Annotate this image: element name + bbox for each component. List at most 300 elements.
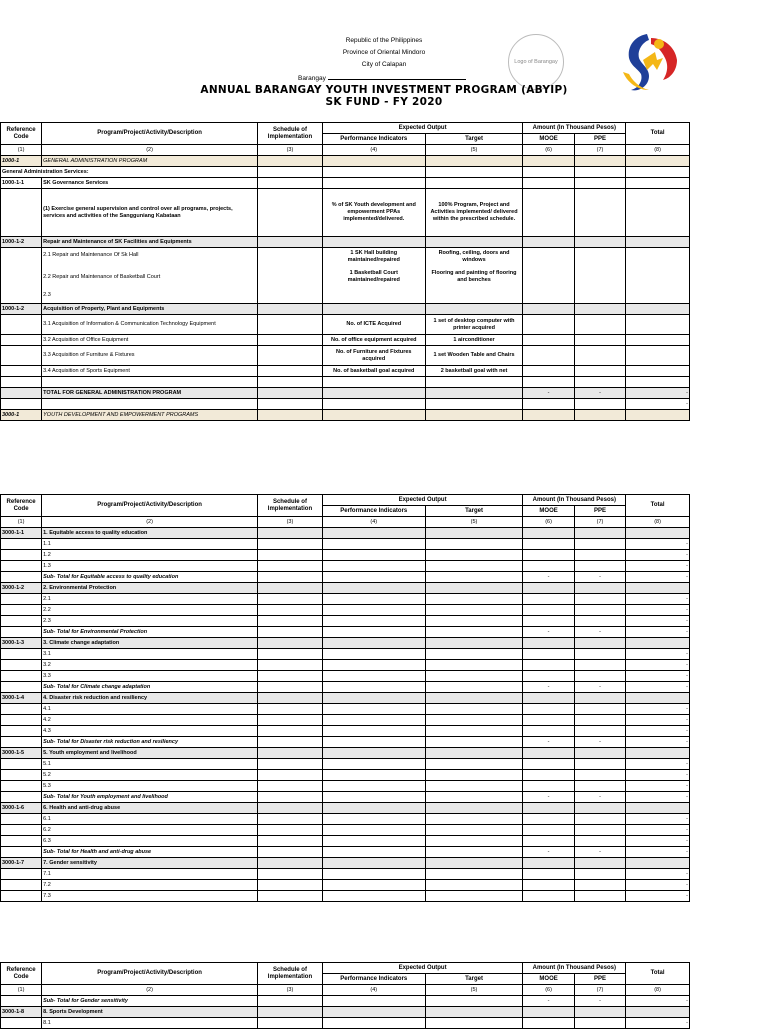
empty-cell	[322, 539, 425, 550]
ref-code: 3000-1	[1, 410, 42, 421]
total-value: -	[626, 770, 690, 781]
empty-cell	[1, 759, 42, 770]
table-row	[1, 660, 690, 671]
table-row	[1, 649, 690, 660]
performance-indicator: 1 Basketball Court maintained/repaired	[347, 270, 400, 283]
empty-cell	[258, 528, 323, 539]
col-reference-code: Reference Code	[1, 495, 42, 517]
col-schedule: Schedule of Implementation	[258, 495, 323, 517]
program-name: Repair and Maintenance of SK Facilities and Equipments	[42, 237, 258, 248]
table-row	[1, 539, 690, 550]
col-num: (6)	[523, 145, 574, 156]
empty-cell	[425, 539, 523, 550]
ppe-value: -	[574, 847, 625, 858]
total-value: -	[626, 715, 690, 726]
table-row	[1, 335, 690, 346]
subtotal-label: Sub- Total for Equitable access to quality education	[42, 572, 258, 583]
column-number-row	[1, 985, 690, 996]
barangay-logo-placeholder	[508, 34, 564, 90]
col-num: (8)	[626, 985, 690, 996]
empty-cell	[574, 781, 625, 792]
empty-cell	[574, 528, 625, 539]
total-value: -	[626, 781, 690, 792]
empty-cell	[523, 715, 574, 726]
col-target: Target	[425, 974, 523, 985]
total-value: -	[626, 660, 690, 671]
table-row	[1, 803, 690, 814]
empty-cell	[322, 814, 425, 825]
total-value: -	[626, 682, 690, 693]
empty-cell	[322, 704, 425, 715]
col-num: (3)	[258, 517, 323, 528]
empty-cell	[523, 759, 574, 770]
col-num: (4)	[322, 517, 425, 528]
ppa-item: 8.1	[42, 1018, 258, 1029]
col-amount: Amount (In Thousand Pesos)	[523, 123, 626, 134]
total-value: -	[626, 880, 690, 891]
mooe-value: -	[523, 996, 574, 1007]
empty-cell	[425, 704, 523, 715]
empty-cell	[322, 748, 425, 759]
empty-cell	[626, 638, 690, 649]
empty-cell	[258, 693, 323, 704]
subtotal-label: Sub- Total for Health and anti-drug abuse	[42, 847, 258, 858]
ppe-value: -	[574, 572, 625, 583]
table-row	[1, 671, 690, 682]
empty-cell	[322, 649, 425, 660]
ppa-item: 7.3	[42, 891, 258, 902]
empty-cell	[425, 583, 523, 594]
empty-cell	[425, 814, 523, 825]
empty-cell	[425, 693, 523, 704]
empty-cell	[523, 803, 574, 814]
empty-cell	[523, 726, 574, 737]
mooe-value: -	[523, 388, 574, 399]
empty-cell	[425, 759, 523, 770]
empty-cell	[322, 726, 425, 737]
program-name: 2. Environmental Protection	[42, 583, 258, 594]
empty-cell	[258, 770, 323, 781]
empty-cell	[574, 605, 625, 616]
col-num: (7)	[574, 517, 625, 528]
ppa-description: (1) Exercise general supervision and control over all programs, projects, services and activities of the Sangguniang Kabataan	[42, 189, 258, 237]
total-value: -	[626, 649, 690, 660]
col-reference-code: Reference Code	[1, 123, 42, 145]
ppe-value: -	[574, 627, 625, 638]
empty-cell	[258, 616, 323, 627]
col-num: (1)	[1, 145, 42, 156]
ppa-item: 7.1	[42, 869, 258, 880]
empty-cell	[258, 891, 323, 902]
table-row	[1, 528, 690, 539]
empty-cell	[322, 781, 425, 792]
empty-cell	[425, 671, 523, 682]
program-name: SK Governance Services	[42, 178, 258, 189]
total-value: -	[626, 792, 690, 803]
table-row	[1, 178, 690, 189]
empty-cell	[626, 748, 690, 759]
ppa-item: 5.2	[42, 770, 258, 781]
target: 100% Program, Project and Activities implemented/ delivered within the prescribed schedule.	[425, 189, 523, 237]
col-num: (1)	[1, 985, 42, 996]
table-row	[1, 880, 690, 891]
empty-cell	[258, 858, 323, 869]
empty-cell	[322, 737, 425, 748]
total-value: -	[626, 594, 690, 605]
ref-code: 3000-1-1	[1, 528, 42, 539]
empty-cell	[574, 561, 625, 572]
empty-cell	[258, 704, 323, 715]
table-row	[1, 366, 690, 377]
empty-cell	[523, 638, 574, 649]
empty-cell	[1, 594, 42, 605]
empty-cell	[258, 803, 323, 814]
col-mooe: MOOE	[523, 134, 574, 145]
ref-code: 3000-1-2	[1, 583, 42, 594]
ppe-value: -	[574, 682, 625, 693]
subtotal-row	[1, 627, 690, 638]
empty-cell	[1, 550, 42, 561]
empty-cell	[322, 583, 425, 594]
col-reference-code: Reference Code	[1, 963, 42, 985]
ref-code: 3000-1-7	[1, 858, 42, 869]
empty-cell	[1, 891, 42, 902]
subtotal-label: Sub- Total for Climate change adaptation	[42, 682, 258, 693]
target: 2 basketball goal with net	[425, 366, 523, 377]
logo-placeholder-text: Logo of Barangay	[514, 59, 558, 65]
empty-cell	[574, 583, 625, 594]
total-value: -	[626, 388, 690, 399]
empty-cell	[523, 649, 574, 660]
target: Flooring and painting of flooring and benches	[431, 270, 517, 283]
empty-cell	[258, 748, 323, 759]
empty-cell	[258, 726, 323, 737]
empty-cell	[425, 880, 523, 891]
col-num: (7)	[574, 985, 625, 996]
ppa-item: 1.3	[42, 561, 258, 572]
ppa-item: 5.1	[42, 759, 258, 770]
empty-cell	[258, 737, 323, 748]
empty-cell	[322, 660, 425, 671]
ref-code: 1000-1-1	[1, 178, 42, 189]
empty-cell	[1, 649, 42, 660]
total-value: -	[626, 825, 690, 836]
col-target: Target	[425, 506, 523, 517]
ppa-item: 3.3 Acquisition of Furniture & Fixtures	[42, 346, 258, 366]
table-row	[1, 315, 690, 335]
empty-cell	[258, 660, 323, 671]
empty-cell	[626, 528, 690, 539]
empty-cell	[523, 891, 574, 902]
empty-cell	[574, 704, 625, 715]
subtotal-row	[1, 682, 690, 693]
empty-cell	[425, 869, 523, 880]
total-value: -	[626, 704, 690, 715]
empty-cell	[574, 539, 625, 550]
empty-cell	[523, 671, 574, 682]
ppa-item: 7.2	[42, 880, 258, 891]
empty-cell	[574, 550, 625, 561]
col-num: (4)	[322, 985, 425, 996]
total-value: -	[626, 539, 690, 550]
col-num: (8)	[626, 145, 690, 156]
empty-cell	[322, 572, 425, 583]
table-row	[1, 605, 690, 616]
table-row	[1, 583, 690, 594]
ppa-item: 1.1	[42, 539, 258, 550]
empty-cell	[1, 781, 42, 792]
empty-cell	[574, 891, 625, 902]
document-header	[0, 0, 768, 95]
total-value: -	[626, 627, 690, 638]
empty-cell	[626, 858, 690, 869]
empty-cell	[322, 715, 425, 726]
empty-cell	[258, 638, 323, 649]
empty-cell	[574, 836, 625, 847]
target: Roofing, ceiling, doors and windows	[438, 250, 510, 263]
total-value: -	[626, 399, 690, 410]
col-num: (8)	[626, 517, 690, 528]
empty-cell	[425, 847, 523, 858]
table-row	[1, 561, 690, 572]
ppa-item: 6.1	[42, 814, 258, 825]
empty-cell	[523, 693, 574, 704]
subtotal-row	[1, 996, 690, 1007]
total-value: -	[626, 891, 690, 902]
empty-cell	[425, 737, 523, 748]
ref-code: 3000-1-5	[1, 748, 42, 759]
empty-cell	[523, 781, 574, 792]
empty-cell	[523, 561, 574, 572]
empty-cell	[1, 770, 42, 781]
empty-cell	[523, 539, 574, 550]
empty-cell	[1, 682, 42, 693]
empty-cell	[1, 869, 42, 880]
empty-cell	[425, 649, 523, 660]
table-row	[1, 693, 690, 704]
barangay-blank	[328, 73, 466, 80]
empty-cell	[322, 561, 425, 572]
empty-cell	[258, 594, 323, 605]
col-ppa: Program/Project/Activity/Description	[42, 495, 258, 517]
table-row	[1, 156, 690, 167]
empty-cell	[1, 814, 42, 825]
empty-cell	[258, 836, 323, 847]
target: 1 set Wooden Table and Chairs	[425, 346, 523, 366]
empty-cell	[322, 682, 425, 693]
total-value: -	[626, 550, 690, 561]
col-expected-output: Expected Output	[322, 495, 523, 506]
total-row	[1, 388, 690, 399]
ref-code: 1000-1-2	[1, 304, 42, 315]
table-header-row	[1, 123, 690, 134]
ref-code: 3000-1-4	[1, 693, 42, 704]
ref-code: 1000-1-2	[1, 237, 42, 248]
table-row	[1, 748, 690, 759]
col-mooe: MOOE	[523, 506, 574, 517]
col-amount: Amount (In Thousand Pesos)	[523, 495, 626, 506]
republic-line: Republic of the Philippines	[345, 37, 423, 44]
empty-cell	[574, 671, 625, 682]
document-subtitle: SK FUND - FY 2020	[325, 96, 443, 108]
empty-cell	[523, 616, 574, 627]
program-name: 8. Sports Development	[42, 1007, 258, 1018]
table-row	[1, 237, 690, 248]
col-total: Total	[626, 495, 690, 517]
total-value: -	[626, 616, 690, 627]
ppa-item: 2.3	[43, 292, 51, 298]
table-row	[1, 726, 690, 737]
col-ppa: Program/Project/Activity/Description	[42, 123, 258, 145]
empty-cell	[425, 594, 523, 605]
document-title: ANNUAL BARANGAY YOUTH INVESTMENT PROGRAM (ABYIP)	[200, 84, 568, 96]
empty-cell	[322, 880, 425, 891]
empty-cell	[258, 572, 323, 583]
empty-cell	[523, 583, 574, 594]
empty-cell	[258, 539, 323, 550]
col-performance-indicators: Performance Indicators	[322, 974, 425, 985]
table-row	[1, 248, 690, 304]
table-row	[1, 410, 690, 421]
empty-cell	[258, 550, 323, 561]
total-value: -	[626, 572, 690, 583]
col-num: (7)	[574, 145, 625, 156]
ppa-item: 2.3	[42, 616, 258, 627]
empty-cell	[425, 561, 523, 572]
table-row	[1, 825, 690, 836]
empty-cell	[523, 825, 574, 836]
column-number-row	[1, 517, 690, 528]
table-header-row	[1, 963, 690, 974]
total-value: -	[626, 847, 690, 858]
ref-code: 3000-1-8	[1, 1007, 42, 1018]
col-num: (2)	[42, 517, 258, 528]
empty-cell	[1, 561, 42, 572]
empty-cell	[322, 638, 425, 649]
empty-cell	[258, 715, 323, 726]
empty-cell	[574, 770, 625, 781]
empty-cell	[574, 825, 625, 836]
empty-cell	[322, 693, 425, 704]
empty-cell	[425, 770, 523, 781]
empty-cell	[523, 660, 574, 671]
empty-cell	[258, 825, 323, 836]
mooe-value: -	[523, 737, 574, 748]
col-target: Target	[425, 134, 523, 145]
col-expected-output: Expected Output	[322, 123, 523, 134]
empty-cell	[322, 627, 425, 638]
performance-indicator: No. of office equipment acquired	[322, 335, 425, 346]
empty-cell	[425, 572, 523, 583]
empty-cell	[258, 792, 323, 803]
empty-cell	[322, 759, 425, 770]
empty-cell	[425, 726, 523, 737]
empty-cell	[626, 693, 690, 704]
empty-cell	[322, 858, 425, 869]
table-row	[1, 399, 690, 410]
empty-cell	[425, 891, 523, 902]
table-row	[1, 836, 690, 847]
performance-indicator: No. of Furniture and Fixtures acquired	[322, 346, 425, 366]
col-total: Total	[626, 123, 690, 145]
table-row	[1, 858, 690, 869]
empty-cell	[574, 616, 625, 627]
table-row	[1, 304, 690, 315]
abyip-table-page1	[0, 122, 690, 421]
program-name: 6. Health and anti-drug abuse	[42, 803, 258, 814]
table-row	[1, 704, 690, 715]
total-value: -	[626, 814, 690, 825]
empty-cell	[322, 869, 425, 880]
empty-cell	[574, 715, 625, 726]
ref-code: 3000-1-3	[1, 638, 42, 649]
ppe-value: -	[574, 737, 625, 748]
empty-cell	[322, 770, 425, 781]
total-value: -	[626, 671, 690, 682]
empty-cell	[574, 869, 625, 880]
col-ppe: PPE	[574, 134, 625, 145]
empty-cell	[322, 825, 425, 836]
empty-cell	[425, 528, 523, 539]
total-value: -	[626, 737, 690, 748]
empty-cell	[1, 715, 42, 726]
empty-cell	[1, 737, 42, 748]
empty-cell	[258, 781, 323, 792]
col-performance-indicators: Performance Indicators	[322, 506, 425, 517]
performance-indicator: No. of ICTE Acquired	[322, 315, 425, 335]
total-value: -	[626, 996, 690, 1007]
subtotal-row	[1, 792, 690, 803]
services-label: General Administration Services:	[1, 167, 258, 178]
empty-cell	[322, 671, 425, 682]
subtotal-row	[1, 847, 690, 858]
ppe-value: -	[574, 388, 625, 399]
ppa-item: 2.1 Repair and Maintenance Of Sk Hall	[43, 252, 139, 258]
table-row	[1, 167, 690, 178]
empty-cell	[523, 528, 574, 539]
ppa-item: 3.4 Acquisition of Sports Equipment	[42, 366, 258, 377]
table-row	[1, 189, 690, 237]
empty-cell	[322, 528, 425, 539]
table-header-row	[1, 495, 690, 506]
empty-cell	[425, 715, 523, 726]
mooe-value: -	[523, 792, 574, 803]
barangay-line	[298, 73, 466, 82]
empty-cell	[523, 814, 574, 825]
empty-cell	[574, 726, 625, 737]
empty-cell	[258, 627, 323, 638]
table-row	[1, 346, 690, 366]
table-row	[1, 759, 690, 770]
table-row	[1, 814, 690, 825]
total-value: -	[626, 605, 690, 616]
ppa-item: 5.3	[42, 781, 258, 792]
empty-cell	[523, 550, 574, 561]
empty-cell	[574, 759, 625, 770]
empty-cell	[1, 836, 42, 847]
table-row	[1, 616, 690, 627]
program-name: 3. Climate change adaptation	[42, 638, 258, 649]
col-num: (5)	[425, 985, 523, 996]
ppa-item: 3.2 Acquisition of Office Equipment	[42, 335, 258, 346]
empty-cell	[523, 869, 574, 880]
ppa-item: 1.2	[42, 550, 258, 561]
empty-cell	[523, 594, 574, 605]
empty-cell	[322, 836, 425, 847]
empty-cell	[425, 748, 523, 759]
table-row	[1, 638, 690, 649]
empty-cell	[258, 561, 323, 572]
